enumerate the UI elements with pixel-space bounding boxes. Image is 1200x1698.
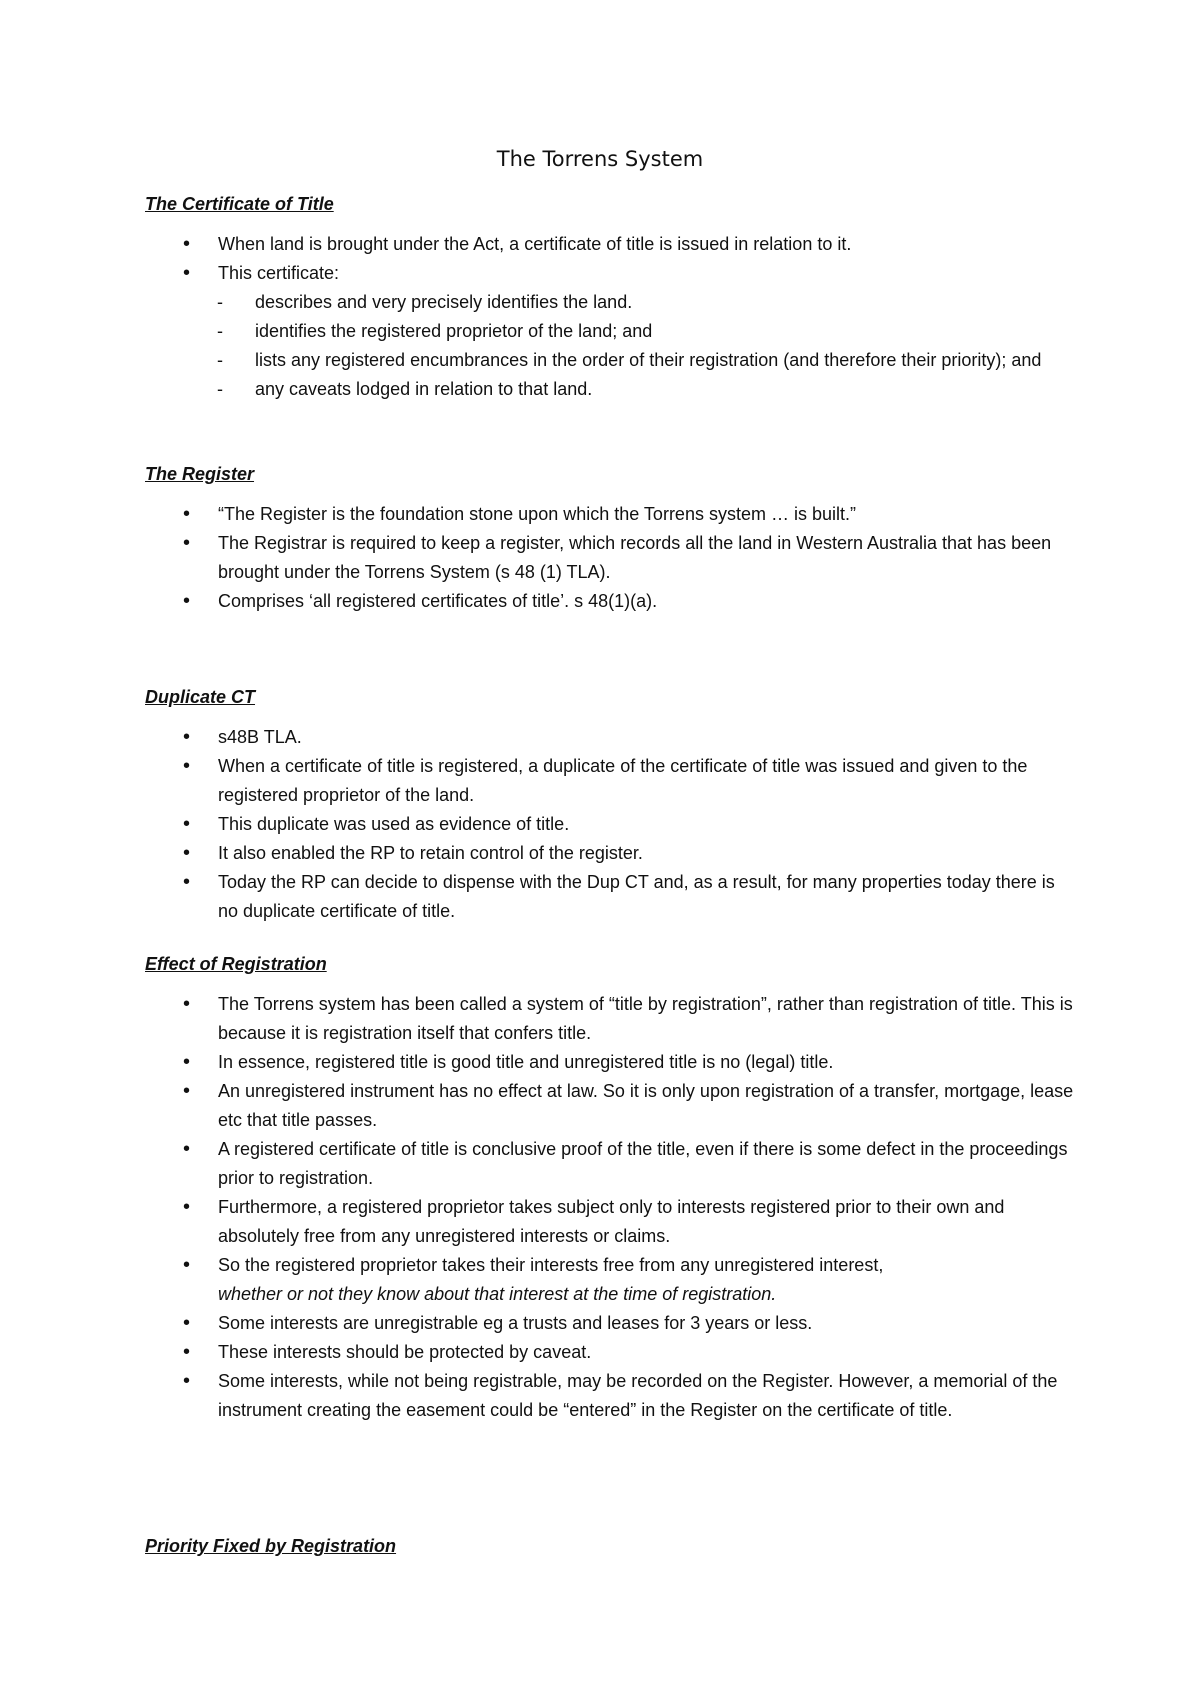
section-certificate-of-title	[145, 190, 1075, 404]
list-item: • Furthermore, a registered proprietor takes subject only to interests registered prior to their own and absolutely free from any unregistered interests or claims.	[145, 1193, 1075, 1251]
list-item	[145, 1251, 1075, 1309]
list-item: • When a certificate of title is registered, a duplicate of the certificate of title was issued and given to the registered proprietor of the land.	[145, 752, 1075, 810]
section-heading: The Register	[145, 464, 255, 484]
list-item: • In essence, registered title is good title and unregistered title is no (legal) title.	[145, 1048, 1075, 1077]
section-the-register	[145, 460, 1075, 616]
document-title: The Torrens System	[496, 147, 704, 171]
list-item-text: This certificate:	[218, 263, 340, 283]
section-effect-of-registration	[145, 950, 1075, 1425]
list-item: • Comprises ‘all registered certificates of title’. s 48(1)(a).	[145, 587, 1075, 616]
section-duplicate-ct	[145, 683, 1075, 926]
section-heading: Duplicate CT	[145, 687, 256, 707]
list-item: • The Registrar is required to keep a register, which records all the land in Western Australia that has been brought under the Torrens System (s 48 (1) TLA).	[145, 529, 1075, 587]
list-item: • It also enabled the RP to retain control of the register.	[145, 839, 1075, 868]
sub-list-item: - identifies the registered proprietor of the land; and	[145, 317, 1075, 346]
bullet-list	[145, 230, 1075, 404]
sub-list-item: - any caveats lodged in relation to that land.	[145, 375, 1075, 404]
list-item: • “The Register is the foundation stone upon which the Torrens system … is built.”	[145, 500, 1075, 529]
sub-list-item: - describes and very precisely identifies the land.	[145, 288, 1075, 317]
sub-list-item: - lists any registered encumbrances in the order of their registration (and therefore their priority); and	[145, 346, 1075, 375]
sub-list	[145, 288, 1075, 404]
list-item: • A registered certificate of title is conclusive proof of the title, even if there is some defect in the proceedings prior to registration.	[145, 1135, 1075, 1193]
list-item: • These interests should be protected by caveat.	[145, 1338, 1075, 1367]
list-item: • An unregistered instrument has no effect at law. So it is only upon registration of a transfer, mortgage, lease etc that title passes.	[145, 1077, 1075, 1135]
section-heading: The Certificate of Title	[145, 194, 334, 214]
list-item-italic-text: whether or not they know about that interest at the time of registration.	[218, 1284, 777, 1304]
list-item-text: So the registered proprietor takes their interests free from any unregistered interest,	[218, 1255, 884, 1275]
list-item	[145, 259, 1075, 404]
list-item: • When land is brought under the Act, a certificate of title is issued in relation to it.	[145, 230, 1075, 259]
list-item: • Some interests, while not being registrable, may be recorded on the Register. However, a memorial of the instrument creating the easement could be “entered” in the Register on the certificate of title.	[145, 1367, 1075, 1425]
list-item: • Some interests are unregistrable eg a trusts and leases for 3 years or less.	[145, 1309, 1075, 1338]
list-item: • Today the RP can decide to dispense with the Dup CT and, as a result, for many properties today there is no duplicate certificate of title.	[145, 868, 1075, 926]
section-heading: Priority Fixed by Registration	[145, 1536, 397, 1556]
section-heading: Effect of Registration	[145, 954, 327, 974]
bullet-list	[145, 500, 1075, 616]
list-item: • The Torrens system has been called a system of “title by registration”, rather than registration of title. This is because it is registration itself that confers title.	[145, 990, 1075, 1048]
list-item: • s48B TLA.	[145, 723, 1075, 752]
bullet-list	[145, 990, 1075, 1425]
bullet-list	[145, 723, 1075, 926]
list-item: • This duplicate was used as evidence of title.	[145, 810, 1075, 839]
section-priority-fixed-by-registration	[145, 1532, 1075, 1560]
